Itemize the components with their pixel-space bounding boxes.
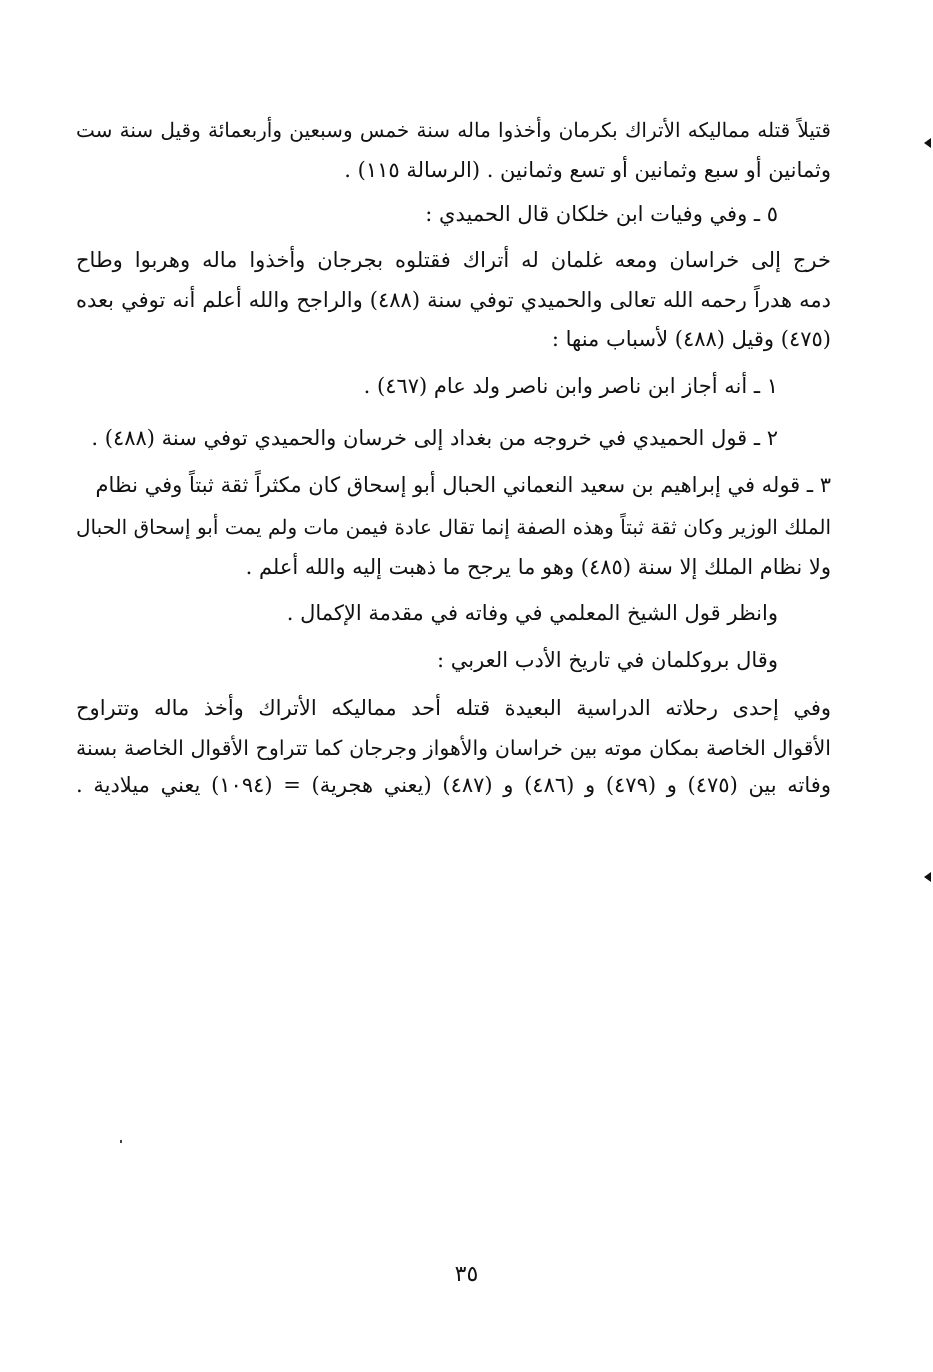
brockelmann-line-2: الأقوال الخاصة بمكان موته بين خراسان والأهواز وجرجان كما تتراوح الأقوال الخاصة بسنة [76, 736, 831, 760]
brockelmann-heading: وقال بروكلمان في تاريخ الأدب العربي : [436, 648, 778, 672]
quote-line-3: (٤٧٥) وقيل (٤٨٨) لأسباب منها : [551, 327, 831, 351]
section-heading-5: ٥ ـ وفي وفيات ابن خلكان قال الحميدي : [425, 202, 778, 226]
reference-line: وانظر قول الشيخ المعلمي في وفاته في مقدمة الإكمال . [286, 601, 778, 625]
list-item-3-line-1: ٣ ـ قوله في إبراهيم بن سعيد النعماني الحبال أبو إسحاق كان مكثراً ثقة ثبتاً وفي نظام [95, 473, 831, 497]
list-item-3-line-2: الملك الوزير وكان ثقة ثبتاً وهذه الصفة إنما تقال عادة فيمن مات ولم يمت أبو إسحاق الحبال [76, 515, 831, 539]
list-item-2: ٢ ـ قول الحميدي في خروجه من بغداد إلى خرسان والحميدي توفي سنة (٤٨٨) . [91, 426, 778, 450]
list-item-1: ١ ـ أنه أجاز ابن ناصر وابن ناصر ولد عام (٤٦٧) . [363, 374, 778, 398]
brockelmann-line-3: وفاته بين (٤٧٥) و (٤٧٩) و (٤٨٦) و (٤٨٧) (يعني هجرية) = (١٠٩٤) يعني ميلادية . [76, 773, 831, 797]
scan-speck [120, 1140, 122, 1143]
list-item-3-line-3: ولا نظام الملك إلا سنة (٤٨٥) وهو ما يرجح ما ذهبت إليه والله أعلم . [245, 555, 831, 579]
quote-line-1: خرج إلى خراسان ومعه غلمان له أتراك فقتلوه بجرجان وأخذوا ماله وهربوا وطاح [76, 248, 831, 272]
margin-mark-middle [924, 872, 931, 882]
brockelmann-line-1: وفي إحدى رحلاته الدراسية البعيدة قتله أحد مماليكه الأتراك وأخذ ماله وتتراوح [76, 696, 831, 720]
text-line-1: قتيلاً قتله مماليكه الأتراك بكرمان وأخذوا ماله سنة خمس وسبعين وأربعمائة وقيل سنة ست [76, 118, 831, 142]
text-line-2: وثمانين أو سبع وثمانين أو تسع وثمانين . (الرسالة ١١٥) . [344, 158, 831, 182]
margin-mark-top [924, 138, 931, 148]
page-number: ٣٥ [454, 1262, 479, 1287]
quote-line-2: دمه هدراً رحمه الله تعالى والحميدي توفي سنة (٤٨٨) والراجح والله أعلم أنه توفي بعده [76, 288, 831, 312]
